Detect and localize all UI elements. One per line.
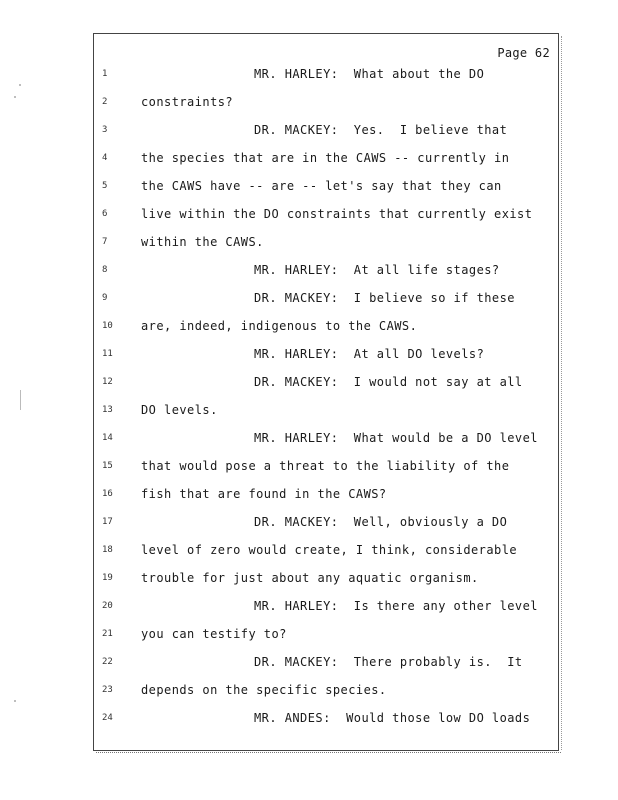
transcript-line bbox=[94, 456, 558, 476]
transcript-line bbox=[94, 568, 558, 588]
line-text: DR. MACKEY: I believe so if these bbox=[254, 291, 515, 305]
line-text: DR. MACKEY: There probably is. It bbox=[254, 655, 523, 669]
line-text: trouble for just about any aquatic organism. bbox=[141, 571, 479, 585]
line-number: 23 bbox=[102, 685, 113, 695]
line-number: 22 bbox=[102, 657, 113, 667]
line-text: DR. MACKEY: Well, obviously a DO bbox=[254, 515, 508, 529]
line-text: MR. HARLEY: What about the DO bbox=[254, 67, 485, 81]
transcript-line bbox=[94, 708, 558, 728]
line-text: constraints? bbox=[141, 95, 234, 109]
transcript-line bbox=[94, 316, 558, 336]
line-number: 1 bbox=[102, 69, 108, 79]
scan-speck bbox=[14, 96, 16, 98]
line-text: that would pose a threat to the liability of the bbox=[141, 459, 510, 473]
scan-speck bbox=[19, 84, 21, 86]
transcript-line bbox=[94, 428, 558, 448]
line-text: fish that are found in the CAWS? bbox=[141, 487, 387, 501]
line-number: 6 bbox=[102, 209, 108, 219]
transcript-line bbox=[94, 92, 558, 112]
page-number: Page 62 bbox=[497, 46, 550, 60]
transcript-line bbox=[94, 680, 558, 700]
line-number: 19 bbox=[102, 573, 113, 583]
transcript-line bbox=[94, 400, 558, 420]
transcript-line bbox=[94, 624, 558, 644]
line-number: 13 bbox=[102, 405, 113, 415]
line-number: 12 bbox=[102, 377, 113, 387]
line-number: 7 bbox=[102, 237, 108, 247]
transcript-line bbox=[94, 204, 558, 224]
transcript-line bbox=[94, 260, 558, 280]
line-number: 3 bbox=[102, 125, 108, 135]
line-number: 2 bbox=[102, 97, 108, 107]
transcript-line bbox=[94, 596, 558, 616]
line-text: level of zero would create, I think, considerable bbox=[141, 543, 518, 557]
right-margin-dots bbox=[561, 36, 563, 750]
line-text: the CAWS have -- are -- let's say that they can bbox=[141, 179, 502, 193]
line-text: within the CAWS. bbox=[141, 235, 264, 249]
transcript-line bbox=[94, 512, 558, 532]
line-number: 18 bbox=[102, 545, 113, 555]
line-number: 4 bbox=[102, 153, 108, 163]
line-text: DO levels. bbox=[141, 403, 218, 417]
line-text: MR. HARLEY: Is there any other level bbox=[254, 599, 538, 613]
line-number: 14 bbox=[102, 433, 113, 443]
transcript-line bbox=[94, 120, 558, 140]
transcript-line bbox=[94, 344, 558, 364]
transcript-line bbox=[94, 540, 558, 560]
line-text: MR. HARLEY: What would be a DO level bbox=[254, 431, 538, 445]
line-text: DR. MACKEY: Yes. I believe that bbox=[254, 123, 508, 137]
line-number: 17 bbox=[102, 517, 113, 527]
transcript-line bbox=[94, 176, 558, 196]
line-number: 8 bbox=[102, 265, 108, 275]
line-text: are, indeed, indigenous to the CAWS. bbox=[141, 319, 418, 333]
line-text: MR. ANDES: Would those low DO loads bbox=[254, 711, 531, 725]
line-text: you can testify to? bbox=[141, 627, 287, 641]
line-text: live within the DO constraints that currently exist bbox=[141, 207, 533, 221]
transcript-line bbox=[94, 484, 558, 504]
transcript-line bbox=[94, 288, 558, 308]
line-number: 9 bbox=[102, 293, 108, 303]
transcript-page bbox=[93, 33, 559, 751]
line-text: the species that are in the CAWS -- currently in bbox=[141, 151, 510, 165]
line-number: 16 bbox=[102, 489, 113, 499]
line-text: DR. MACKEY: I would not say at all bbox=[254, 375, 523, 389]
line-number: 15 bbox=[102, 461, 113, 471]
transcript-line bbox=[94, 232, 558, 252]
scan-speck bbox=[14, 700, 16, 702]
line-number: 10 bbox=[102, 321, 113, 331]
transcript-line bbox=[94, 372, 558, 392]
line-number: 5 bbox=[102, 181, 108, 191]
scan-speck bbox=[20, 390, 21, 410]
line-text: depends on the specific species. bbox=[141, 683, 387, 697]
line-number: 21 bbox=[102, 629, 113, 639]
line-number: 20 bbox=[102, 601, 113, 611]
line-number: 24 bbox=[102, 713, 113, 723]
line-text: MR. HARLEY: At all life stages? bbox=[254, 263, 500, 277]
transcript-line bbox=[94, 64, 558, 84]
transcript-line bbox=[94, 652, 558, 672]
line-number: 11 bbox=[102, 349, 113, 359]
line-text: MR. HARLEY: At all DO levels? bbox=[254, 347, 485, 361]
transcript-line bbox=[94, 148, 558, 168]
